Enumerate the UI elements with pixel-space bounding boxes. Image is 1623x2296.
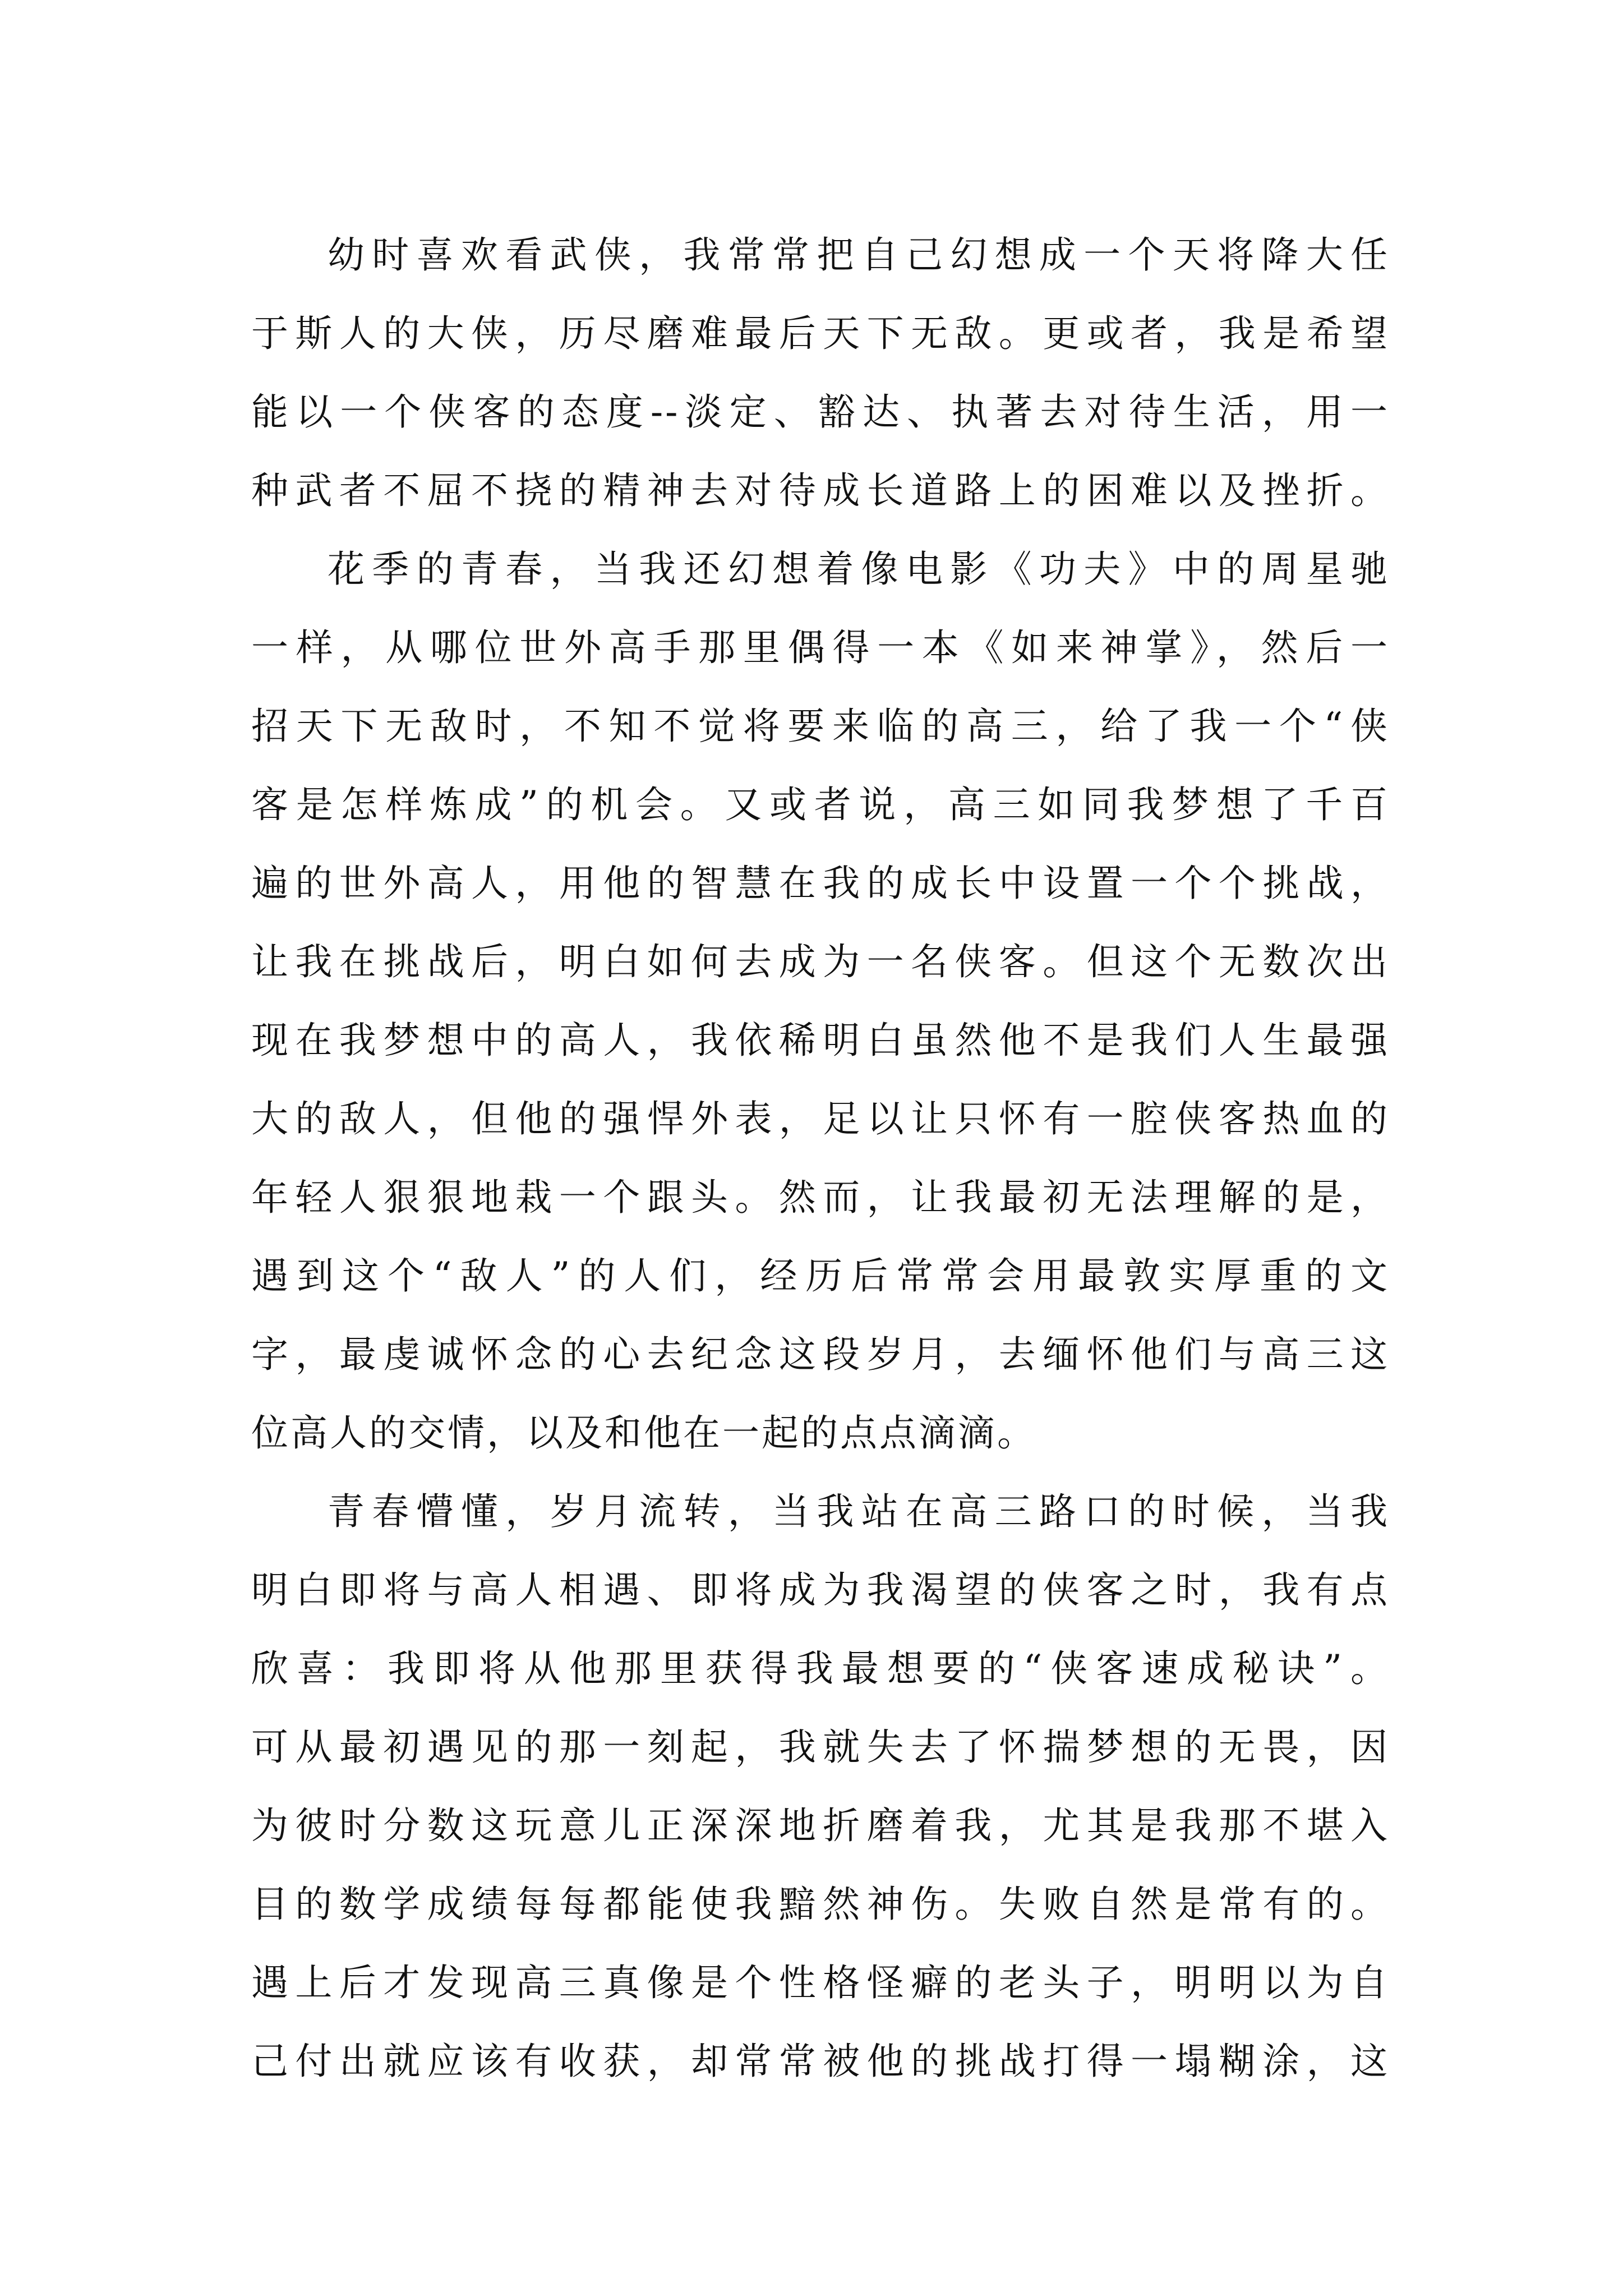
paragraph-line: 目的数学成绩每每都能使我黯然神伤。失败自然是常有的。 <box>251 1883 1390 1926</box>
paragraph-line: 年轻人狠狠地栽一个跟头。然而，让我最初无法理解的是， <box>251 1176 1390 1219</box>
paragraph-line: 欣喜：我即将从他那里获得我最想要的“侠客速成秘诀”。 <box>251 1647 1390 1690</box>
paragraph-line: 花季的青春，当我还幻想着像电影《功夫》中的周星驰 <box>328 547 1390 591</box>
paragraph-line: 遇上后才发现高三真像是个性格怪癖的老头子，明明以为自 <box>251 1961 1390 2004</box>
paragraph-line: 现在我梦想中的高人，我依稀明白虽然他不是我们人生最强 <box>251 1019 1390 1062</box>
paragraph-line: 种武者不屈不挠的精神去对待成长道路上的困难以及挫折。 <box>251 469 1390 512</box>
paragraph-line: 于斯人的大侠，历尽磨难最后天下无敌。更或者，我是希望 <box>251 312 1390 355</box>
paragraph-line: 可从最初遇见的那一刻起，我就失去了怀揣梦想的无畏，因 <box>251 1726 1390 1769</box>
paragraph-line: 遇到这个“敌人”的人们，经历后常常会用最敦实厚重的文 <box>251 1254 1390 1297</box>
paragraph-line: 青春懵懂，岁月流转，当我站在高三路口的时候，当我 <box>328 1490 1390 1533</box>
paragraph-line: 明白即将与高人相遇、即将成为我渴望的侠客之时，我有点 <box>251 1568 1390 1612</box>
paragraph-line: 遍的世外高人，用他的智慧在我的成长中设置一个个挑战， <box>251 862 1390 905</box>
paragraph-line: 客是怎样炼成”的机会。又或者说，高三如同我梦想了千百 <box>251 783 1390 826</box>
paragraph-line: 字，最虔诚怀念的心去纪念这段岁月，去缅怀他们与高三这 <box>251 1333 1390 1376</box>
paragraph-line: 招天下无敌时，不知不觉将要来临的高三，给了我一个“侠 <box>251 705 1390 748</box>
paragraph-line: 为彼时分数这玩意儿正深深地折磨着我，尤其是我那不堪入 <box>251 1804 1390 1847</box>
paragraph-line: 让我在挑战后，明白如何去成为一名侠客。但这个无数次出 <box>251 940 1390 983</box>
paragraph-line: 一样，从哪位世外高手那里偶得一本《如来神掌》，然后一 <box>251 626 1390 669</box>
paragraph-line: 幼时喜欢看武侠，我常常把自己幻想成一个天将降大任 <box>328 233 1390 277</box>
paragraph-line: 大的敌人，但他的强悍外表，足以让只怀有一腔侠客热血的 <box>251 1097 1390 1140</box>
paragraph-line: 己付出就应该有收获，却常常被他的挑战打得一塌糊涂，这 <box>251 2040 1390 2083</box>
paragraph-line: 能以一个侠客的态度--淡定、豁达、执著去对待生活，用一 <box>251 390 1390 434</box>
essay-body <box>251 216 1390 2101</box>
paragraph-line: 位高人的交情，以及和他在一起的点点滴滴。 <box>251 1411 1036 1455</box>
